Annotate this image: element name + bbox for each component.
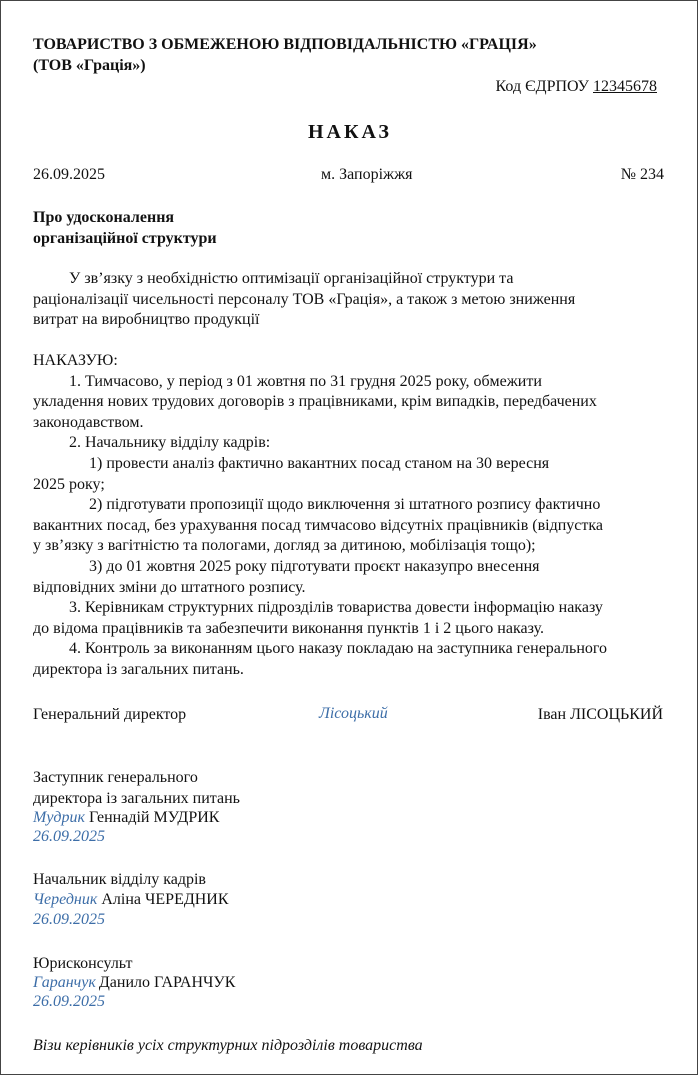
director-signature: Лісоцький — [319, 705, 388, 722]
visa-date: 26.09.2025 — [33, 993, 105, 1010]
order-item-line: вакантних посад, без урахування посад тимчасово відсутніх працівників (відпустка — [33, 516, 604, 534]
visa-signature-line — [33, 973, 235, 993]
order-city: м. Запоріжжя — [321, 166, 413, 183]
order-item-line: 3. Керівникам структурних підрозділів товариства довести інформацію наказу — [69, 599, 603, 617]
order-item-line: у зв’язку з вагітністю та пологами, догляд за дитиною, мобілізація тощо); — [33, 537, 536, 555]
order-item-line: до відома працівників та забезпечити виконання пунктів 1 і 2 цього наказу. — [33, 619, 544, 637]
edrpou-code — [496, 77, 657, 97]
visa-date: 26.09.2025 — [33, 828, 105, 845]
order-item-line: 1. Тимчасово, у період з 01 жовтня по 31 грудня 2025 року, обмежити — [69, 372, 542, 390]
visa-signature-line — [33, 808, 219, 828]
visa-position: Начальник відділу кадрів — [33, 871, 206, 888]
visa-signature-line — [33, 890, 229, 910]
preamble-line: У зв’язку з необхідністю оптимізації організаційної структури та — [69, 270, 514, 287]
visa-position: Заступник генерального — [33, 769, 198, 786]
edrpou-value: 12345678 — [593, 78, 657, 95]
order-item-line: 2) підготувати пропозиції щодо виключення зі штатного розпису фактично — [89, 496, 601, 514]
subject-line-2: організаційної структури — [33, 230, 217, 247]
order-item-line: 1) провести аналіз фактично вакантних посад станом на 30 вересня — [89, 454, 550, 472]
visa-signature: Чередник — [33, 891, 98, 908]
order-item-line: 4. Контроль за виконанням цього наказу покладаю на заступника генерального — [69, 640, 608, 658]
order-item-line: 2. Начальнику відділу кадрів: — [69, 434, 271, 452]
preamble-line: витрат на виробництво продукції — [33, 311, 260, 329]
edrpou-label: Код ЄДРПОУ — [495, 78, 589, 95]
subject-line-1: Про удосконалення — [33, 209, 175, 226]
order-item-line: 3) до 01 жовтня 2025 року підготувати проєкт наказупро внесення — [89, 557, 540, 575]
visa-date: 26.09.2025 — [33, 911, 105, 928]
company-name: ТОВАРИСТВО З ОБМЕЖЕНОЮ ВІДПОВІДАЛЬНІСТЮ «ГРАЦІЯ» — [33, 36, 537, 53]
director-position: Генеральний директор — [33, 706, 187, 723]
order-item-line: законодавством. — [33, 413, 144, 431]
order-item-line: відповідних зміни до штатного розпису. — [33, 578, 306, 596]
order-item-line: укладення нових трудових договорів з працівниками, крім випадків, передбачених — [33, 393, 597, 411]
footer-note: Візи керівників усіх структурних підрозділів товариства — [33, 1037, 423, 1054]
director-name: Іван ЛІСОЦЬКИЙ — [537, 706, 663, 723]
preamble — [33, 269, 575, 331]
visa-name: Аліна ЧЕРЕДНИК — [101, 891, 229, 908]
visa-position: директора із загальних питань — [33, 790, 240, 807]
order-number: № 234 — [620, 166, 664, 183]
document-title: НАКАЗ — [307, 121, 392, 143]
visa-position: Юрисконсульт — [33, 955, 133, 972]
visa-signature: Мудрик — [33, 809, 85, 826]
company-short-name: (ТОВ «Грація») — [33, 57, 146, 74]
order-date: 26.09.2025 — [33, 166, 105, 183]
visa-name: Геннадій МУДРИК — [88, 809, 220, 826]
order-body — [33, 351, 607, 681]
visa-name: Данило ГАРАНЧУК — [98, 974, 236, 991]
visa-signature: Гаранчук — [33, 974, 96, 991]
order-item-line: директора із загальних питань. — [33, 660, 244, 678]
order-item-line: 2025 року; — [33, 475, 105, 493]
order-word: НАКАЗУЮ: — [33, 352, 118, 369]
preamble-line: раціоналізації чисельності персоналу ТОВ «Грація», а також з метою зниження — [33, 290, 576, 308]
